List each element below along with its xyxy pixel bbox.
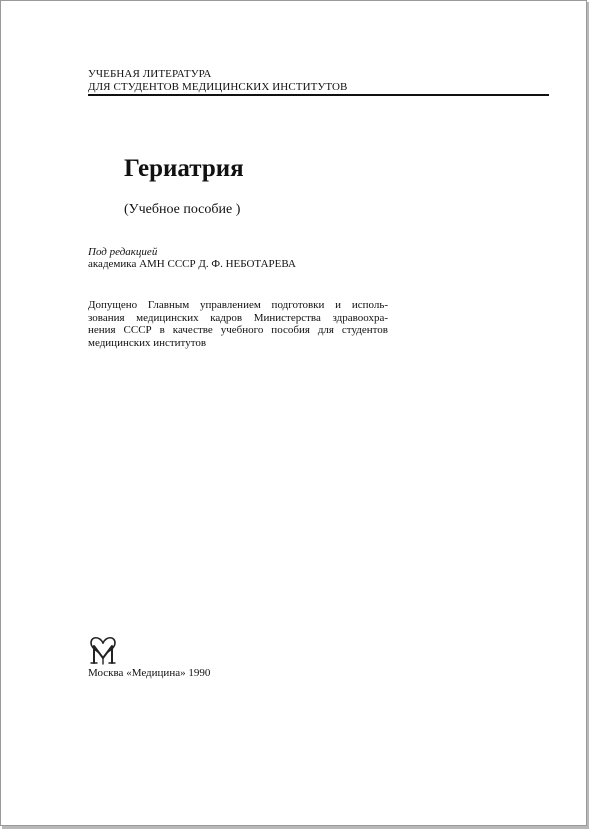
book-subtitle: (Учебное пособие )	[124, 202, 241, 217]
book-title: Гериатрия	[124, 155, 244, 182]
publisher-imprint: Москва «Медицина» 1990	[88, 667, 211, 679]
editor-label: Под редакцией	[88, 246, 158, 258]
approval-line-3: нения СССР в качестве учебного пособия для студентов	[88, 324, 388, 336]
series-line-1: УЧЕБНАЯ ЛИТЕРАТУРА	[88, 68, 212, 80]
approval-statement	[88, 299, 388, 349]
series-rule-divider	[88, 94, 549, 96]
approval-line-1: Допущено Главным управлением подготовки и исполь-	[88, 299, 388, 311]
medicina-publisher-logo-icon	[87, 634, 119, 666]
series-line-2: ДЛЯ СТУДЕНТОВ МЕДИЦИНСКИХ ИНСТИТУТОВ	[88, 81, 348, 93]
approval-line-2: зования медицинских кадров Министерства здравоохра-	[88, 311, 388, 324]
series-header	[88, 68, 348, 94]
editor-name: академика АМН СССР Д. Ф. НЕБОТАРЕВА	[88, 258, 296, 270]
approval-line-4: медицинских институтов	[88, 336, 207, 349]
